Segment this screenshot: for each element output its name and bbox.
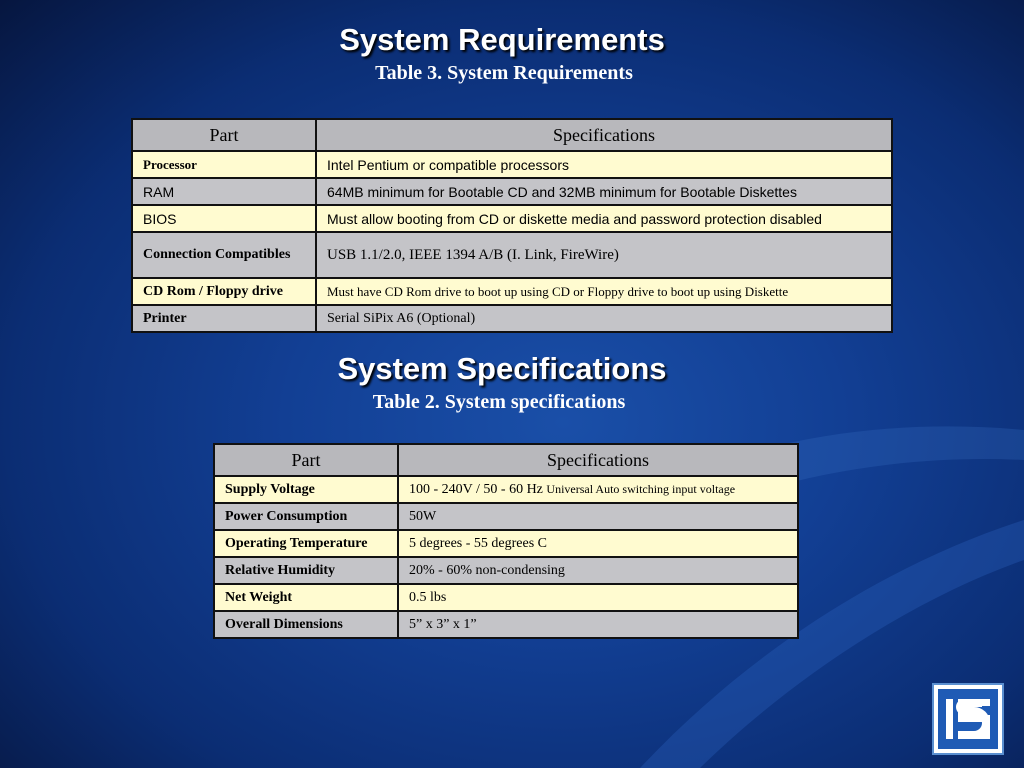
row-spec-note: Universal Auto switching input voltage (546, 481, 736, 496)
system-specifications-table (213, 443, 799, 639)
table-row (214, 584, 798, 611)
row-spec: Intel Pentium or compatible processors (316, 151, 892, 178)
row-part: Overall Dimensions (214, 611, 398, 638)
row-spec: 50W (398, 503, 798, 530)
header-specifications: Specifications (316, 119, 892, 151)
row-spec: 64MB minimum for Bootable CD and 32MB minimum for Bootable Diskettes (316, 178, 892, 205)
table-row (132, 305, 892, 332)
row-spec: Must allow booting from CD or diskette media and password protection disabled (316, 205, 892, 232)
table-row (132, 278, 892, 305)
row-spec: 20% - 60% non-condensing (398, 557, 798, 584)
row-part: RAM (132, 178, 316, 205)
row-part: Supply Voltage (214, 476, 398, 503)
table-row (214, 557, 798, 584)
system-specifications-title: System Specifications (337, 351, 667, 386)
table-header-row (214, 444, 798, 476)
row-spec: USB 1.1/2.0, IEEE 1394 A/B (I. Link, FireWire) (316, 232, 892, 278)
system-requirements-title: System Requirements (339, 22, 665, 57)
row-spec: Serial SiPix A6 (Optional) (316, 305, 892, 332)
table-row (214, 530, 798, 557)
row-spec: 5” x 3” x 1” (398, 611, 798, 638)
table-row (132, 232, 892, 278)
system-requirements-table (131, 118, 893, 333)
row-part: Power Consumption (214, 503, 398, 530)
table-row (132, 205, 892, 232)
row-part: Operating Temperature (214, 530, 398, 557)
row-part: Printer (132, 305, 316, 332)
header-specifications: Specifications (398, 444, 798, 476)
system-requirements-caption: Table 3. System Requirements (375, 62, 633, 84)
table-row (214, 503, 798, 530)
row-part: Connection Compatibles (132, 232, 316, 278)
table-row (132, 178, 892, 205)
table-row (214, 476, 798, 503)
row-spec: 5 degrees - 55 degrees C (398, 530, 798, 557)
row-part: BIOS (132, 205, 316, 232)
ics-logo-mark (934, 685, 1002, 753)
row-part: Relative Humidity (214, 557, 398, 584)
row-spec: Must have CD Rom drive to boot up using CD or Floppy drive to boot up using Diskette (316, 278, 892, 305)
table-row (132, 151, 892, 178)
row-spec: 0.5 lbs (398, 584, 798, 611)
table-header-row (132, 119, 892, 151)
row-part: Processor (132, 151, 316, 178)
row-spec-value: 100 - 240V / 50 - 60 Hz (409, 481, 543, 497)
ics-logo-icon (932, 683, 1004, 755)
row-spec (398, 476, 798, 503)
system-specifications-caption: Table 2. System specifications (372, 391, 626, 413)
row-part: Net Weight (214, 584, 398, 611)
header-part: Part (132, 119, 316, 151)
row-part: CD Rom / Floppy drive (132, 278, 316, 305)
table-row (214, 611, 798, 638)
header-part: Part (214, 444, 398, 476)
